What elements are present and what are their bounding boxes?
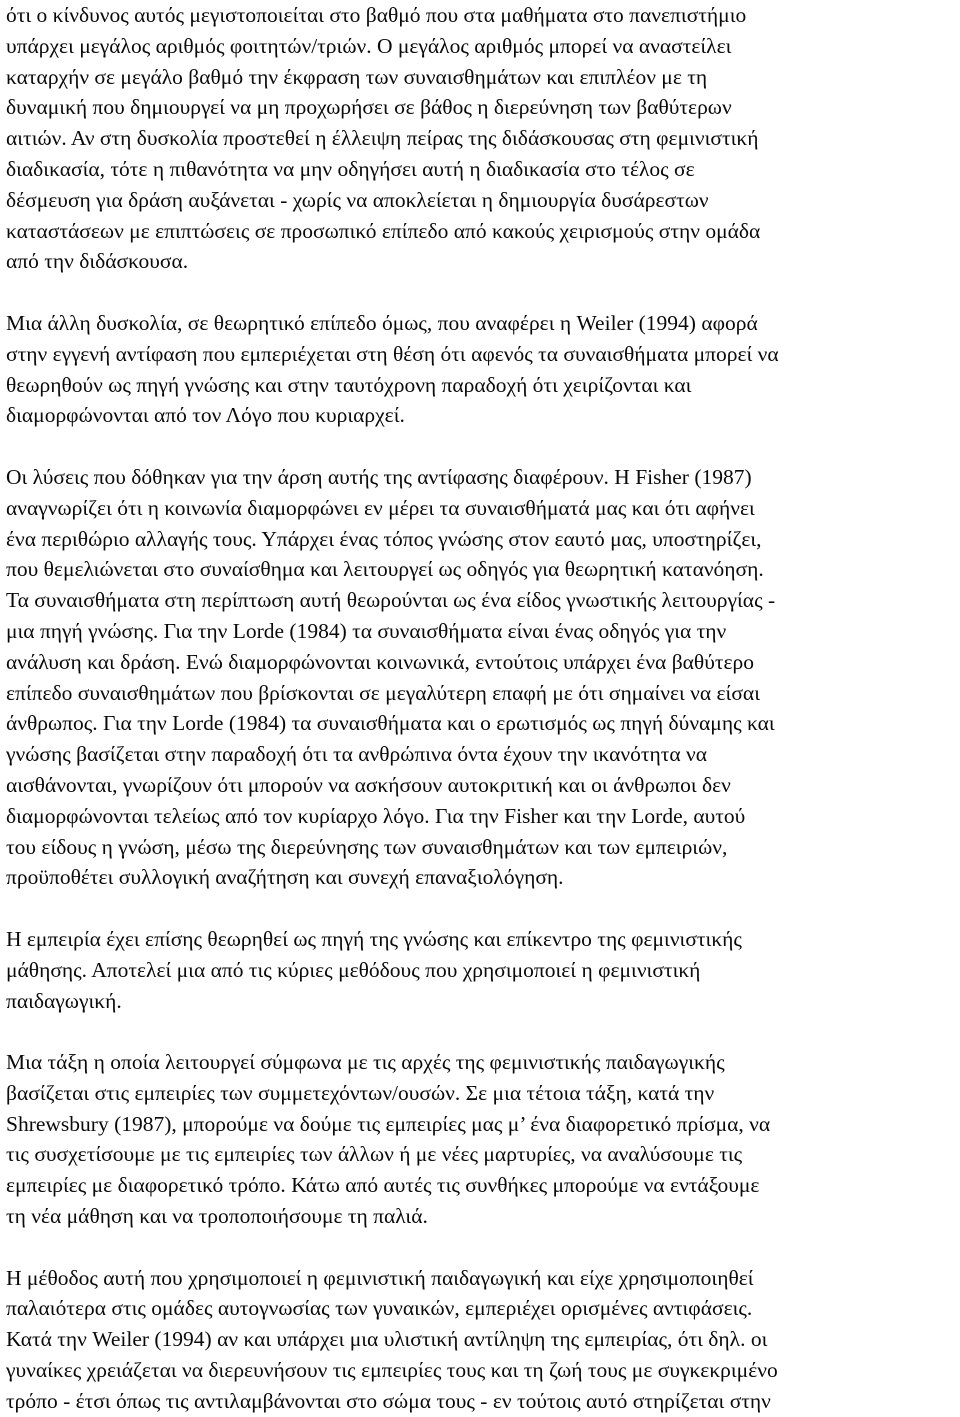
text-line: γυναίκες χρειάζεται να διερευνήσουν τις εμπειρίες τους και τη ζωή τους με συγκεκριμένο <box>6 1358 778 1383</box>
text-line: Η μέθοδος αυτή που χρησιμοποιεί η φεμινιστική παιδαγωγική και είχε χρησιμοποιηθεί <box>6 1265 754 1290</box>
text-line: Μια τάξη η οποία λειτουργεί σύμφωνα με τις αρχές της φεμινιστικής παιδαγωγικής <box>6 1050 725 1075</box>
text-line: γνώσης βασίζεται στην παραδοχή ότι τα ανθρώπινα όντα έχουν την ικανότητα να <box>6 742 708 767</box>
text-line: τη νέα μάθηση και να τροποποιήσουμε τη παλιά. <box>6 1204 428 1229</box>
text-line: προϋποθέτει συλλογική αναζήτηση και συνεχή επαναξιολόγηση. <box>6 865 564 890</box>
text-line: δυναμική που δημιουργεί να μη προχωρήσει σε βάθος η διερεύνηση των βαθύτερων <box>6 95 732 120</box>
text-line: ότι ο κίνδυνος αυτός μεγιστοποιείται στο βαθμό που στα μαθήματα στο πανεπιστήμιο <box>6 3 747 27</box>
paragraph-4 <box>6 924 956 1016</box>
text-line: Οι λύσεις που δόθηκαν για την άρση αυτής της αντίφασης διαφέρουν. Η Fisher (1987) <box>6 464 752 489</box>
text-line: άνθρωπος. Για την Lorde (1984) τα συναισθήματα και ο ερωτισμός ως πηγή δύναμης και <box>6 711 775 736</box>
text-line: ανάλυση και δράση. Ενώ διαμορφώνονται κοινωνικά, εντούτοις υπάρχει ένα βαθύτερο <box>6 649 754 674</box>
text-line: στην εγγενή αντίφαση που εμπεριέχεται στη θέση ότι αφενός τα συναισθήματα μπορεί να <box>6 341 779 366</box>
text-line: Μια άλλη δυσκολία, σε θεωρητικό επίπεδο όμως, που αναφέρει η Weiler (1994) αφορά <box>6 310 758 335</box>
text-line: από την διδάσκουσα. <box>6 249 189 274</box>
text-line: διαδικασία, τότε η πιθανότητα να μην οδηγήσει αυτή η διαδικασία στο τέλος σε <box>6 156 695 181</box>
text-line: μάθησης. Αποτελεί μια από τις κύριες μεθόδους που χρησιμοποιεί η φεμινιστική <box>6 957 701 982</box>
text-line: τις συσχετίσουμε με τις εμπειρίες των άλλων ή με νέες μαρτυρίες, να αναλύσουμε τις <box>6 1142 743 1167</box>
text-line: Shrewsbury (1987), μπορούμε να δούμε τις εμπειρίες μας μ’ ένα διαφορετικό πρίσμα, να <box>6 1111 771 1136</box>
text-line: καταρχήν σε μεγάλο βαθμό την έκφραση των συναισθημάτων και επιπλέον με τη <box>6 64 708 89</box>
text-line: αιτιών. Αν στη δυσκολία προστεθεί η έλλειψη πείρας της διδάσκουσας στη φεμινιστική <box>6 126 759 151</box>
text-line: αισθάνονται, γνωρίζουν ότι μπορούν να ασκήσουν αυτοκριτική και οι άνθρωποι δεν <box>6 772 731 797</box>
text-line: τρόπο - έτσι όπως τις αντιλαμβάνονται στο σώμα τους - εν τούτοις αυτό στηρίζεται στην <box>6 1388 771 1413</box>
text-line: βασίζεται στις εμπειρίες των συμμετεχόντων/ουσών. Σε μια τέτοια τάξη, κατά την <box>6 1080 715 1105</box>
text-line: διαμορφώνονται τελείως από τον κυρίαρχο λόγο. Για την Fisher και την Lorde, αυτού <box>6 803 746 828</box>
text-line: δέσμευση για δράση αυξάνεται - χωρίς να αποκλείεται η δημιουργία δυσάρεστων <box>6 187 709 212</box>
text-line: εμπειρίες με διαφορετικό τρόπο. Κάτω από αυτές τις συνθήκες μπορούμε να εντάξουμε <box>6 1173 760 1198</box>
text-line: υπάρχει μεγάλος αριθμός φοιτητών/τριών. Ο μεγάλος αριθμός μπορεί να αναστείλει <box>6 33 732 58</box>
text-line: του είδους η γνώση, μέσω της διερεύνησης των συναισθημάτων και των εμπειριών, <box>6 834 728 859</box>
text-line: διαμορφώνονται από τον Λόγο που κυριαρχεί. <box>6 403 405 428</box>
text-line: καταστάσεων με επιπτώσεις σε προσωπικό επίπεδο από κακούς χειρισμούς στην ομάδα <box>6 218 761 243</box>
text-line: παλαιότερα στις ομάδες αυτογνωσίας των γυναικών, εμπεριέχει ορισμένες αντιφάσεις. <box>6 1296 753 1321</box>
text-line: που θεμελιώνεται στο συναίσθημα και λειτουργεί ως οδηγός για θεωρητική κατανόηση. <box>6 557 764 582</box>
text-line: μια πηγή γνώσης. Για την Lorde (1984) τα συναισθήματα είναι ένας οδηγός για την <box>6 618 727 643</box>
text-line: Κατά την Weiler (1994) αν και υπάρχει μια υλιστική αντίληψη της εμπειρίας, ότι δηλ. οι <box>6 1327 768 1352</box>
text-line: Τα συναισθήματα στη περίπτωση αυτή θεωρούνται ως ένα είδος γνωστικής λειτουργίας - <box>6 588 776 613</box>
paragraph-1 <box>6 0 956 277</box>
text-line: παιδαγωγική. <box>6 988 122 1013</box>
text-line: Η εμπειρία έχει επίσης θεωρηθεί ως πηγή της γνώσης και επίκεντρο της φεμινιστικής <box>6 926 742 951</box>
text-line: θεωρηθούν ως πηγή γνώσης και στην ταυτόχρονη παραδοχή ότι χειρίζονται και <box>6 372 692 397</box>
text-line: επίπεδο συναισθημάτων που βρίσκονται σε μεγαλύτερη επαφή με ότι σημαίνει να είσαι <box>6 680 760 705</box>
text-line: αναγνωρίζει ότι η κοινωνία διαμορφώνει εν μέρει τα συναισθήματά μας και ότι αφήνει <box>6 495 755 520</box>
paragraph-2 <box>6 308 956 431</box>
paragraph-5 <box>6 1047 956 1232</box>
text-line: ένα περιθώριο αλλαγής τους. Υπάρχει ένας τόπος γνώσης στον εαυτό μας, υποστηρίζει, <box>6 526 762 551</box>
paragraph-3 <box>6 462 956 893</box>
paragraph-6 <box>6 1263 956 1417</box>
